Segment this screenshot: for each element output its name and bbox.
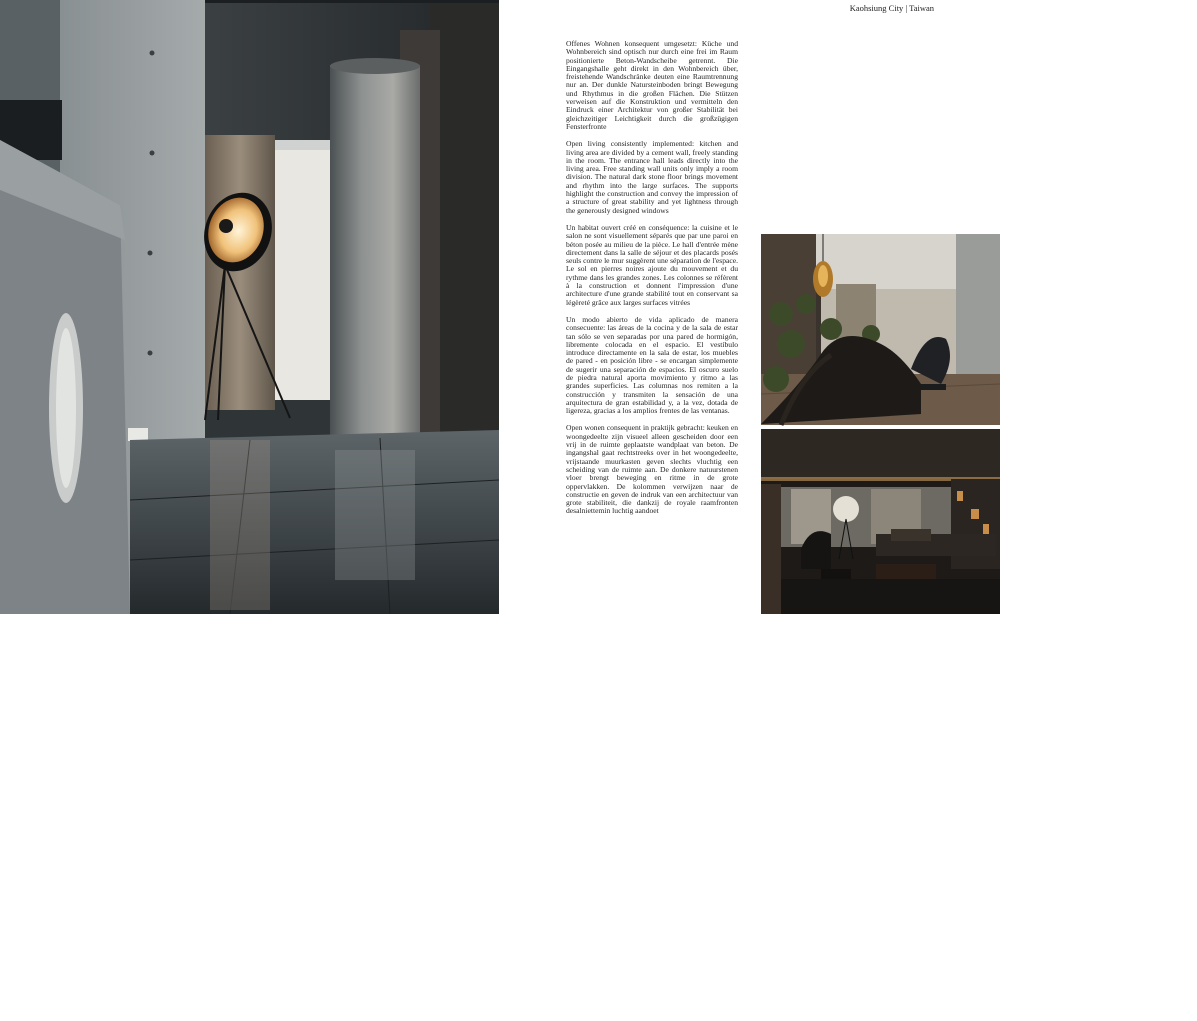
lounge-photo-illustration bbox=[761, 429, 1000, 614]
living-room-photo-illustration bbox=[761, 234, 1000, 425]
left-page-interior-photo bbox=[0, 0, 499, 614]
right-page bbox=[499, 0, 1197, 1021]
page-numbers: 102|103 bbox=[1171, 1012, 1197, 1021]
paragraph-french: Un habitat ouvert créé en conséquence: la cuisine et le salon ne sont visuellement séparés que par une paroi en béton posée au milieu de la pièce. Le hall d'entrée mène directement dans la salle de séjour et des placards posés seuls contre le mur suggèrent une séparation de l'espace. Le sol en pierres noires ajoute du mouvement et du rythme dans les grandes zones. Les colonnes se réfèrent à la construction et donnent l'impression d'une architecture d'une grande stabilité tout en conservant sa légèreté grâce aux larges surfaces vitrées bbox=[566, 222, 738, 307]
paragraph-dutch: Open wonen consequent in praktijk gebracht: keuken en woongedeelte zijn visueel alleen gescheiden door een vrij in de ruimte geplaatste wandplaat van beton. De ingangshal gaat rechtstreeks over in het woongedeelte, vrijstaande muurkasten geven slechts vluchtig een scheiding van de ruimte aan. De donkere natuurstenen vloer brengt beweging en ritme in de grote oppervlakken. De kolommen verwijzen naar de constructie en geven de indruk van een architectuur van grote stabiliteit, die dankzij de royale raamfronten desalniettemin luchtig aandoet bbox=[566, 423, 738, 516]
dark-lounge-photo bbox=[761, 429, 1197, 1021]
living-room-bonsai-photo bbox=[761, 234, 1000, 425]
paragraph-spanish: Un modo abierto de vida aplicado de manera consecuente: las áreas de la cocina y de la sala de estar tan sólo se ven separadas por una pared de hormigón, libremente colocada en el espacio. El vestíbulo introduce directamente en la sala de estar, los muebles de pared - en posición libre - se encargan simplemente de sugerir una separación de espacios. El oscuro suelo de piedra natural aporta movimiento y ritmo a las grandes superficies. Las columnas nos remiten a la construcción y transmiten la sensación de una arquitectura de gran estabilidad y, a la vez, dotada de ligereza, gracias a los amplios frentes de las ventanas. bbox=[566, 314, 738, 416]
paragraph-english: Open living consistently implemented: kitchen and living area are divided by a cement wall, freely standing in the room. The entrance hall leads directly into the living area. Free standing wall units only imply a room division. The natural dark stone floor brings movement and rhythm into the large surfaces. The supports highlight the construction and convey the impression of a structure of great stability and yet lightness through the generously designed windows bbox=[566, 139, 738, 215]
paragraph-german: Offenes Wohnen konsequent umgesetzt: Küche und Wohnbereich sind optisch nur durch eine frei im Raum positionierte Beton-Wandscheibe getrennt. Die Eingangshalle geht direkt in den Wohnbereich über, freistehende Wandschränke deuten eine Raumtrennung nur an. Der dunkle Natursteinboden bringt Bewegung und Rhythmus in die großen Flächen. Die Stützen verweisen auf die Konstruktion und vermitteln den Eindruck einer Architektur von großer Stabilität bei gleichzeitiger Leichtigkeit durch die großzügigen Fensterfronte bbox=[566, 39, 738, 131]
interior-photo-illustration bbox=[0, 0, 499, 614]
running-head: Kaohsiung City | Taiwan bbox=[849, 3, 934, 13]
body-text-column bbox=[566, 39, 738, 516]
